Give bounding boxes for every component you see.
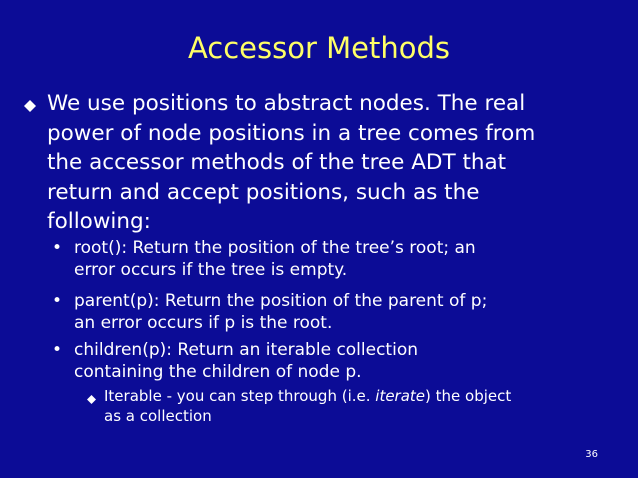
main-bullet-text	[47, 89, 632, 237]
subsub-bullet-line	[104, 386, 624, 406]
page-number: 36	[585, 449, 598, 460]
diamond-bullet-icon	[24, 100, 36, 112]
main-bullet-line: We use positions to abstract nodes. The real	[47, 91, 526, 116]
subsub-text-italic: iterate	[375, 387, 426, 405]
main-bullet-line: the accessor methods of the tree ADT that	[47, 150, 507, 175]
round-bullet-icon: •	[52, 291, 63, 311]
subsub-text-before: Iterable - you can step through (i.e.	[104, 387, 376, 405]
sub-bullet-line: containing the children of node p.	[74, 362, 362, 382]
sub-bullet-line: error occurs if the tree is empty.	[74, 260, 348, 280]
subsub-bullet-iterable	[104, 386, 624, 426]
diamond-bullet-icon	[87, 395, 96, 404]
slide-title: Accessor Methods	[187, 31, 451, 65]
round-bullet-icon: •	[52, 340, 63, 360]
main-bullet-line: power of node positions in a tree comes from	[47, 120, 536, 146]
sub-bullet-line: children(p): Return an iterable collection	[74, 340, 419, 360]
main-bullet-line: return and accept positions, such as the	[47, 179, 480, 205]
sub-bullet-line: an error occurs if p is the root.	[74, 313, 333, 333]
round-bullet-icon: •	[52, 238, 63, 258]
subsub-text-after: ) the object	[425, 387, 512, 405]
main-bullet-line: following:	[47, 209, 151, 234]
sub-bullet-line: root(): Return the position of the tree’s root; an	[74, 238, 476, 258]
sub-bullet-line: parent(p): Return the position of the parent of p;	[74, 291, 488, 311]
subsub-bullet-line: as a collection	[104, 407, 212, 425]
